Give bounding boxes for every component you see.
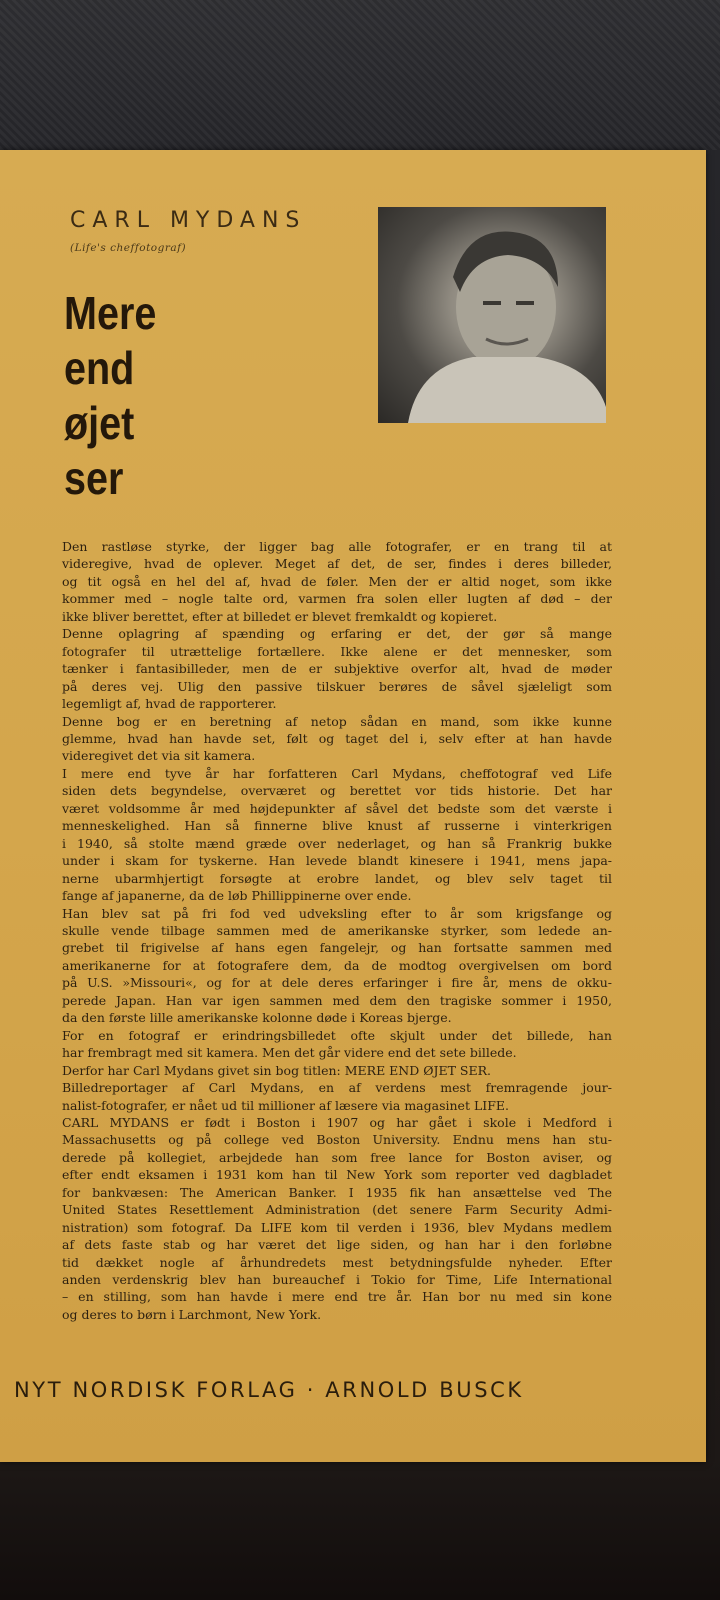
text-line: da den første lille amerikanske kolonne døde i Koreas bjerge.: [62, 1010, 452, 1026]
blurb-paragraph: [62, 1027, 612, 1062]
blurb-paragraph: [62, 1079, 612, 1114]
text-line: på deres vej. Ulig den passive tilskuer berøres de såvel sjæleligt som: [62, 678, 612, 694]
blurb-paragraph: [62, 538, 612, 625]
blurb-paragraph: [62, 625, 612, 712]
author-portrait-photo: [378, 207, 606, 423]
text-line: fotografer til utrættelige fortællere. Ikke alene er det mennesker, som: [62, 643, 612, 659]
text-line: af dets faste stab og har været det lige siden, og han har i den forløbne: [62, 1237, 612, 1253]
text-line: kommer med – nogle talte ord, varmen fra solen eller lugten af død – der: [62, 591, 612, 607]
text-line: Den rastløse styrke, der ligger bag alle fotografer, er en trang til at: [62, 539, 612, 554]
text-line: videregivet det via sit kamera.: [62, 748, 256, 764]
title-line: Mere: [64, 287, 157, 339]
title-line: end: [64, 342, 135, 394]
author-subtitle: (Life's cheffotograf): [70, 242, 187, 254]
text-line: nerne ubarmhjertigt forsøgte at erobre landet, og blev selv taget til: [62, 870, 612, 886]
blurb-paragraph: [62, 713, 612, 765]
text-line: grebet til frigivelse af hans egen fangelejr, og han fortsatte sammen med: [62, 940, 612, 956]
text-line: nistration) som fotograf. Da LIFE kom til verden i 1936, blev Mydans medlem: [62, 1219, 612, 1235]
blurb-paragraph: [62, 905, 612, 1027]
text-line: tænker i fantasibilleder, men de er subjektive overfor alt, hvad de møder: [62, 661, 612, 677]
text-line: og tit også en hel del af, hvad de føler. Men der er altid noget, som ikke: [62, 573, 612, 589]
text-line: Denne oplagring af spænding og erfaring er det, der gør så mange: [62, 626, 612, 642]
text-line: derede på kollegiet, arbejdede han som free lance for Boston aviser, og: [62, 1149, 612, 1165]
text-line: fange af japanerne, da de løb Phillippinerne over ende.: [62, 888, 412, 904]
text-line: været voldsomme år med højdepunkter af såvel det bedste som det værste i: [62, 800, 612, 816]
text-line: glemme, hvad han havde set, følt og taget del i, selv efter at han havde: [62, 730, 612, 746]
text-line: siden dets begyndelse, overværet og berettet vor tids historie. Det har: [62, 783, 612, 799]
text-line: videregive, hvad de oplever. Meget af det, de ser, findes i deres billeder,: [62, 556, 612, 572]
text-line: United States Resettlement Administration (det senere Farm Security Admi-: [62, 1202, 612, 1218]
text-line: amerikanerne for at fotografere dem, da de modtog overgivelsen om bord: [62, 957, 612, 973]
text-line: i 1940, så stolte mænd græde over nederlaget, og han så Frankrig bukke: [62, 835, 612, 851]
title-line: ser: [64, 452, 124, 504]
text-line: på U.S. »Missouri«, og for at dele deres erfaringer i fire år, mens de okku-: [62, 975, 612, 991]
text-line: for bankvæsen: The American Banker. I 1935 fik han ansættelse ved The: [62, 1184, 612, 1200]
text-line: Derfor har Carl Mydans givet sin bog titlen: MERE END ØJET SER.: [62, 1062, 491, 1078]
text-line: CARL MYDANS er født i Boston i 1907 og har gået i skole i Medford i: [62, 1114, 612, 1130]
text-line: legemligt af, hvad de rapporterer.: [62, 696, 277, 712]
text-line: og deres to børn i Larchmont, New York.: [62, 1306, 322, 1322]
text-line: menneskelighed. Han så finnerne blive knust af russerne i vinterkrigen: [62, 818, 612, 834]
text-line: Billedreportager af Carl Mydans, en af verdens mest fremragende jour-: [62, 1080, 612, 1096]
text-line: Han blev sat på fri fod ved udveksling efter to år som krigsfange og: [62, 905, 612, 921]
text-line: efter endt eksamen i 1931 kom han til New York som reporter ved dagbladet: [62, 1167, 612, 1183]
portrait-image: [378, 207, 606, 423]
fabric-background: [0, 0, 720, 150]
blurb-paragraph: [62, 1062, 612, 1079]
author-name: CARL MYDANS: [70, 208, 307, 233]
text-line: skulle vende tilbage sammen med de amerikanske styrker, som ledede an-: [62, 922, 612, 938]
book-title: [64, 286, 156, 506]
text-line: tid dækket nogle af århundredets mest betydningsfulde nyheder. Efter: [62, 1254, 612, 1270]
text-line: – en stilling, som han havde i mere end tre år. Han bor nu med sin kone: [62, 1289, 612, 1305]
text-line: ikke bliver berettet, efter at billedet er blevet fremkaldt og kopieret.: [62, 608, 498, 624]
text-line: nalist-fotografer, er nået ud til millioner af læsere via magasinet LIFE.: [62, 1097, 509, 1113]
blurb-text: [62, 538, 612, 1323]
text-line: I mere end tyve år har forfatteren Carl Mydans, cheffotograf ved Life: [62, 765, 612, 781]
text-line: anden verdenskrig blev han bureauchef i Tokio for Time, Life International: [62, 1272, 612, 1288]
text-line: har frembragt med sit kamera. Men det går videre end det sete billede.: [62, 1045, 517, 1061]
text-line: Denne bog er en beretning af netop sådan en mand, som ikke kunne: [62, 713, 612, 729]
text-line: under i skam for tyskerne. Han levede blandt kinesere i 1941, mens japa-: [62, 853, 612, 869]
text-line: Massachusetts og på college ved Boston University. Endnu mens han stu-: [62, 1132, 612, 1148]
publisher-name: NYT NORDISK FORLAG · ARNOLD BUSCK: [14, 1378, 524, 1402]
blurb-paragraph: [62, 1114, 612, 1323]
title-line: øjet: [64, 397, 135, 449]
blurb-paragraph: [62, 765, 612, 905]
text-line: For en fotograf er erindringsbilledet ofte skjult under det billede, han: [62, 1027, 612, 1043]
text-line: perede Japan. Han var igen sammen med dem den tragiske sommer i 1950,: [62, 992, 612, 1008]
book-back-cover: [0, 150, 706, 1462]
